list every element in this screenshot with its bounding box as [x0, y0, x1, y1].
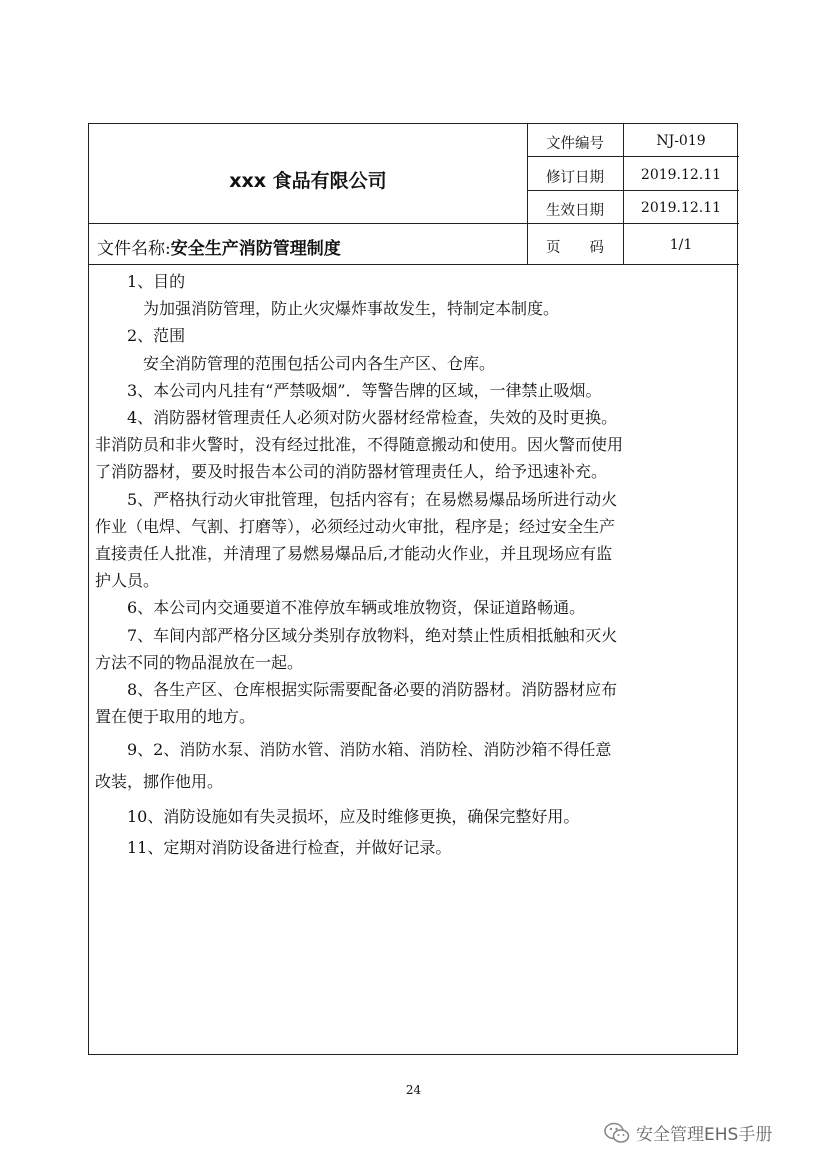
grid-line [527, 156, 739, 157]
body-line: 11、定期对消防设备进行检查，并做好记录。 [95, 838, 452, 858]
body-line: 5、严格执行动火审批管理，包括内容有；在易燃易爆品场所进行动火 [95, 489, 618, 509]
body-line: 了消防器材，要及时报告本公司的消防器材管理责任人，给予迅速补充。 [95, 462, 608, 482]
body-line: 非消防员和非火警时，没有经过批准，不得随意搬动和使用。因火警而使用 [95, 435, 624, 455]
body-line: 3、本公司内凡挂有“严禁吸烟”．等警告牌的区域，一律禁止吸烟。 [95, 380, 602, 400]
body-line: 改装，挪作他用。 [95, 771, 224, 791]
body-line: 2、范围 [95, 326, 186, 346]
body-line: 4、消防器材管理责任人必须对防火器材经常检查，失效的及时更换。 [95, 408, 618, 428]
body-line: 置在便于取用的地方。 [95, 707, 256, 727]
body-line: 9、2、消防水泵、消防水管、消防水箱、消防栓、消防沙箱不得任意 [95, 740, 612, 760]
body-line: 为加强消防管理，防止火灾爆炸事故发生，特制定本制度。 [95, 299, 560, 319]
wechat-icon [604, 1122, 630, 1144]
field-label-doc-number: 文件编号 [546, 136, 604, 152]
document-title: 安全生产消防管理制度 [170, 239, 341, 259]
field-label-effective-date: 生效日期 [546, 203, 604, 219]
body-line: 安全消防管理的范围包括公司内各生产区、仓库。 [95, 353, 496, 373]
body-line: 10、消防设施如有失灵损坏，应及时维修更换，确保完整好用。 [95, 806, 580, 826]
field-value-doc-number: NJ-019 [656, 133, 706, 149]
body-line: 方法不同的物品混放在一起。 [95, 652, 304, 672]
body-line: 作业（电焊、气割、打磨等），必须经过动火审批，程序是；经过安全生产 [95, 516, 616, 536]
field-label-revision-date: 修订日期 [546, 170, 604, 186]
watermark [604, 1120, 772, 1145]
grid-line [89, 264, 739, 265]
regulation-body [95, 268, 731, 861]
document-name-label: 文件名称: [97, 239, 171, 259]
field-label-page: 页 码 [546, 240, 604, 256]
company-name: xxx 食品有限公司 [229, 170, 387, 192]
body-line: 8、各生产区、仓库根据实际需要配备必要的消防器材。消防器材应布 [95, 680, 618, 700]
body-line: 6、本公司内交通要道不准停放车辆或堆放物资，保证道路畅通。 [95, 598, 586, 618]
body-line: 7、车间内部严格分区域分类别存放物料，绝对禁止性质相抵触和灭火 [95, 625, 618, 645]
body-line: 护人员。 [95, 571, 160, 591]
document-frame [88, 123, 738, 1055]
field-value-page: 1/1 [669, 237, 693, 253]
page-number: 24 [405, 1083, 422, 1097]
watermark-text: 安全管理EHS手册 [636, 1125, 773, 1145]
body-line: 直接责任人批准，并清理了易燃易爆品后,才能动火作业，并且现场应有监 [95, 544, 613, 564]
body-line: 1、目的 [95, 272, 186, 291]
document-name [97, 234, 341, 259]
grid-line [89, 223, 739, 224]
field-value-revision-date: 2019.12.11 [640, 167, 722, 183]
field-value-effective-date: 2019.12.11 [640, 200, 722, 216]
grid-line [527, 190, 739, 191]
